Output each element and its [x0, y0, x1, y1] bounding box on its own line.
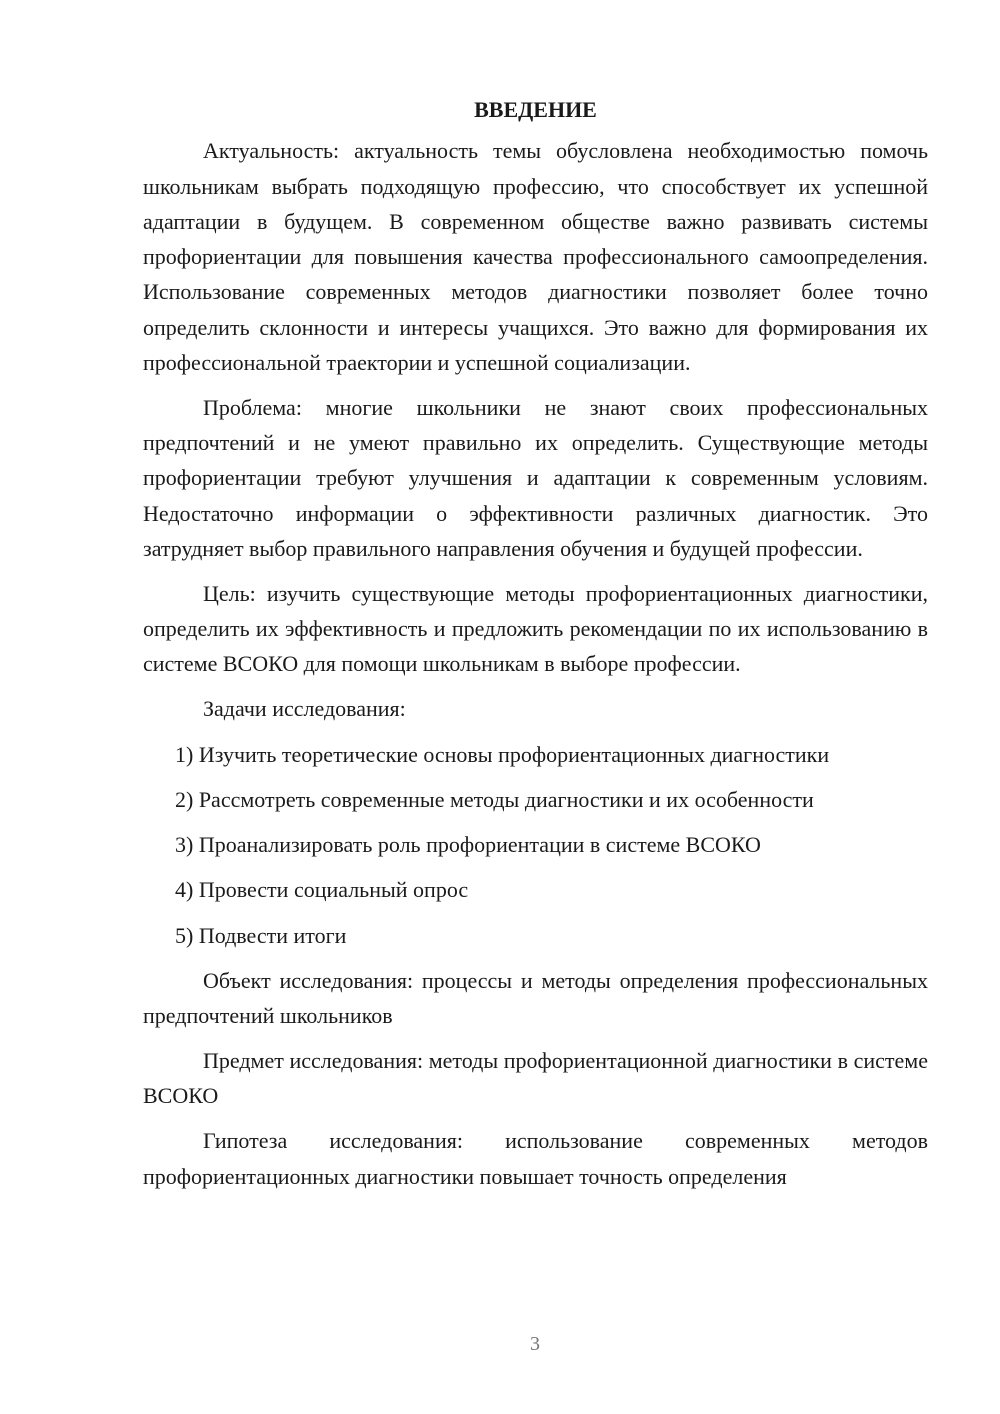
- tasks-list: [143, 737, 928, 953]
- list-item: 3) Проанализировать роль профориентации в системе ВСОКО: [175, 832, 761, 858]
- paragraph-problem: Проблема: многие школьники не знают своих профессиональных предпочтений и не умеют правильно их определить. Существующие методы профориентации требуют улучшения и адаптации к современным условиям. Недостаточно информации о эффективности различных диагностик. Это затрудняет выбор правильного направления обучения и будущей профессии.: [143, 394, 928, 562]
- document-title: ВВЕДЕНИЕ: [474, 97, 597, 122]
- list-item: 5) Подвести итоги: [175, 922, 347, 948]
- tasks-heading: Задачи исследования:: [203, 696, 406, 722]
- page-number: 3: [530, 1333, 540, 1355]
- document-page: [143, 92, 928, 1203]
- paragraph-object: Объект исследования: процессы и методы определения профессиональных предпочтений школьников: [143, 968, 928, 1029]
- paragraph-goal: Цель: изучить существующие методы профориентационных диагностики, определить их эффективность и предложить рекомендации по их использованию в системе ВСОКО для помощи школьникам в выборе профессии.: [143, 580, 928, 677]
- list-item: 2) Рассмотреть современные методы диагностики и их особенности: [175, 786, 814, 812]
- paragraph-hypothesis: Гипотеза исследования: использование современных методов профориентационных диагностики повышает точность определения: [143, 1128, 928, 1189]
- list-item: 4) Провести социальный опрос: [175, 877, 469, 903]
- list-item: 1) Изучить теоретические основы профориентационных диагностики: [175, 741, 830, 767]
- paragraph-relevance: Актуальность: актуальность темы обусловлена необходимостью помочь школьникам выбрать подходящую профессию, что способствует их успешной адаптации в будущем. В современном обществе важно развивать системы профориентации для повышения качества профессионального самоопределения. Использование современных методов диагностики позволяет более точно определить склонности и интересы учащихся. Это важно для формирования их профессиональной траектории и успешной социализации.: [143, 138, 928, 376]
- paragraph-subject: Предмет исследования: методы профориентационной диагностики в системе ВСОКО: [143, 1048, 928, 1109]
